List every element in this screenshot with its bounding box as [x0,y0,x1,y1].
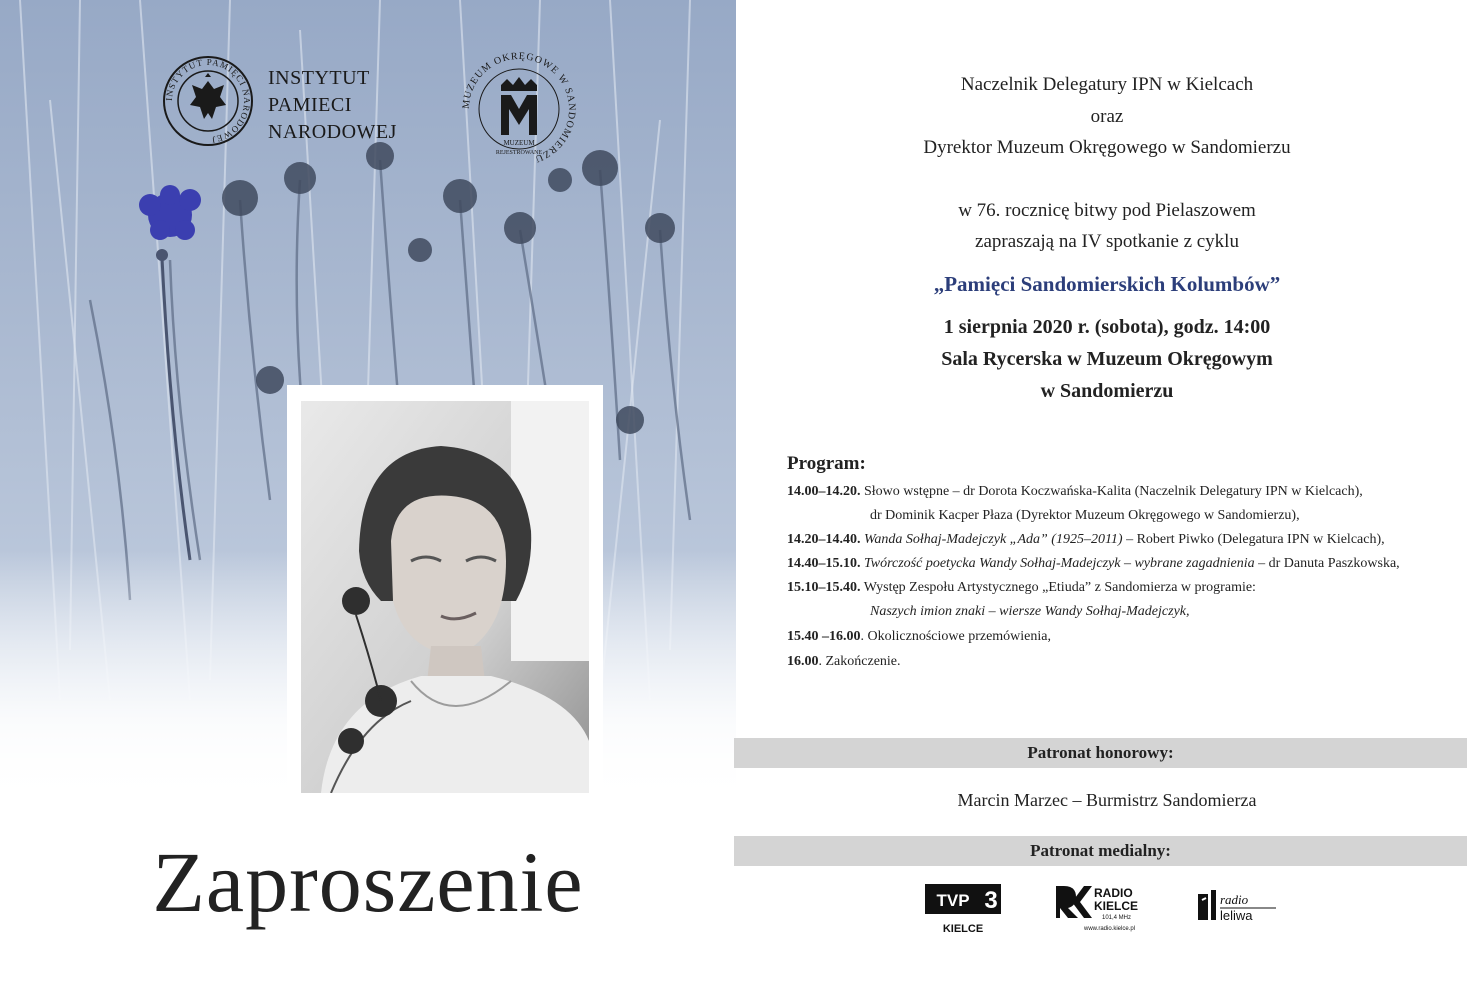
program-italic-text: Naszych imion znaki – wiersze Wandy Sołhaj-Madejczyk, [870,604,1190,619]
tvp-city: KIELCE [942,923,984,935]
occasion-line-2: zapraszają na IV spotkanie z cyklu [975,231,1239,252]
program-italic-text: Wanda Sołhaj-Madejczyk „Ada” (1925–2011) [864,532,1123,547]
program-time: 15.40 –16.00 [787,629,861,644]
rk-radio-text: RADIO [1094,886,1133,900]
program-item [787,532,1385,548]
ipn-logo-line-1: INSTYTUT [268,67,370,89]
program-item [787,629,1051,645]
program-time: 16.00 [787,654,819,669]
program-item [870,508,1300,524]
honorary-patron-name: Marcin Marzec – Burmistrz Sandomierza [957,790,1257,810]
event-date: 1 sierpnia 2020 r. (sobota), godz. 14:00 [943,316,1271,338]
radio-leliwa-logo [1196,880,1286,940]
museum-seal-sub-2: REJESTROWANE [495,150,543,156]
program-text: dr Dominik Kacper Płaza (Dyrektor Muzeum Okręgowego w Sandomierzu), [870,508,1300,523]
ipn-logo [162,55,412,155]
portrait-woman-illustration [301,401,589,793]
program-text: . Zakończenie. [818,654,901,669]
program-item [787,484,1363,500]
leliwa-radio-text: radio [1220,892,1249,907]
ipn-ring-text: INSTYTUT PAMIĘCI NARODOWEJ [163,56,253,145]
program-text: . Okolicznościowe przemówienia, [860,629,1051,644]
program-italic-text: Twórczość poetycka Wandy Sołhaj-Madejczyk – wybrane zagadnienia [864,556,1255,571]
tvp3-kielce-logo [923,880,1005,940]
rk-url: www.radio.kielce.pl [1084,926,1136,932]
mus-ring-text: MUZEUM OKRĘGOWE W SANDOMIERZU [460,50,578,165]
ipn-eagle-seal-icon [162,55,254,147]
portrait-photo [301,401,589,793]
radio-kielce-logo [1054,880,1144,940]
leliwa-name-text: leliwa [1220,908,1253,923]
tvp-label: TVP [936,891,970,910]
event-venue-2: w Sandomierzu [1040,380,1174,402]
occasion-line-1: w 76. rocznicę bitwy pod Pielaszowem [958,200,1256,221]
media-patronage-band: Patronat medialny: [734,836,1467,866]
program-item [870,604,1190,620]
program-item [787,580,1256,596]
program-after-text: – Robert Piwko (Delegatura IPN w Kielcach), [1122,532,1385,547]
inviter-line-3: Dyrektor Muzeum Okręgowego w Sandomierzu [923,137,1291,158]
ipn-logo-line-3: NARODOWEJ [268,121,397,143]
program-time: 15.10–15.40. [787,580,861,595]
inviter-line-2: oraz [1090,106,1124,127]
series-title: „Pamięci Sandomierskich Kolumbów” [933,272,1281,296]
portrait-frame [287,385,603,809]
ipn-logo-line-2: PAMIECI [268,94,352,116]
honorary-patronage-band: Patronat honorowy: [734,738,1467,768]
rk-frequency: 101,4 MHz [1102,915,1132,921]
tvp-number: 3 [984,887,998,914]
program-time: 14.00–14.20. [787,484,861,499]
program-item [787,654,901,670]
program-time: 14.20–14.40. [787,532,861,547]
program-item [787,556,1400,572]
invitation-title: Zaproszenie [152,834,584,930]
program-text: Występ Zespołu Artystycznego „Etiuda” z Sandomierza w programie: [860,580,1256,595]
ipn-logo-text [268,65,397,146]
museum-seal-sub-1: MUZEUM [503,139,535,147]
event-venue-1: Sala Rycerska w Muzeum Okręgowym [941,348,1273,370]
right-panel [736,0,1468,1000]
program-after-text: – dr Danuta Paszkowska, [1254,556,1400,571]
inviter-line-1: Naczelnik Delegatury IPN w Kielcach [960,74,1254,95]
program-text: Słowo wstępne – dr Dorota Koczwańska-Kalita (Naczelnik Delegatury IPN w Kielcach), [860,484,1363,499]
museum-seal-logo [455,45,583,173]
rk-kielce-text: KIELCE [1094,899,1139,913]
program-heading: Program: [787,453,866,474]
program-time: 14.40–15.10. [787,556,861,571]
